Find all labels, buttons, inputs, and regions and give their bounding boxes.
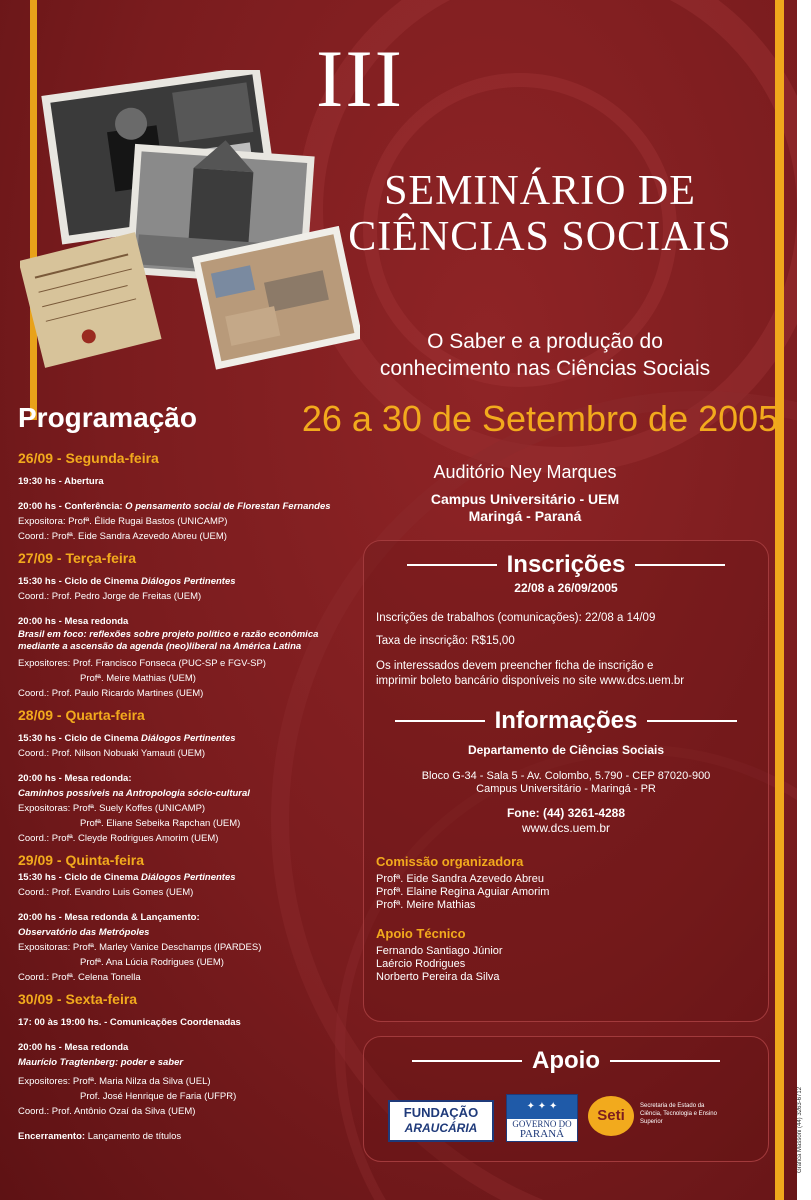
star-icon: ✦ ✦ ✦ [507, 1095, 577, 1119]
venue-name: Auditório Ney Marques [433, 462, 617, 482]
program-line: 20:00 hs - Mesa redonda: [18, 773, 132, 784]
program-line: Maurício Tragtenberg: poder e saber [18, 1057, 184, 1068]
program-heading: Programação [18, 402, 197, 433]
program-line: Expositoras: Profª. Suely Koffes (UNICAMP) [18, 803, 206, 814]
edition-number: III [316, 33, 404, 124]
program-line: 20:00 hs - Mesa redonda & Lançamento: [18, 912, 200, 923]
registration-period: 22/08 a 26/09/2005 [514, 581, 618, 595]
day-heading: 29/09 - Quinta-feira [18, 852, 145, 868]
day-heading: 27/09 - Terça-feira [18, 550, 137, 566]
program-schedule [18, 450, 368, 1144]
program-line: Coord.: Prof. Paulo Ricardo Martines (UEM) [18, 688, 204, 699]
committee-heading: Comissão organizadora [376, 854, 524, 869]
program-line: Coord.: Profª. Cleyde Rodrigues Amorim (UEM) [18, 833, 219, 844]
venue-city: Maringá - Paraná [468, 508, 582, 524]
day-heading: 30/09 - Sexta-feira [18, 991, 138, 1007]
program-line: 15:30 hs - Ciclo de Cinema Diálogos Pertinentes [18, 576, 236, 587]
information-heading: Informações [364, 707, 768, 735]
fundacao-araucaria-logo: FUNDAÇÃO ARAUCÁRIA [388, 1100, 494, 1142]
program-line: 15:30 hs - Ciclo de Cinema Diálogos Pertinentes [18, 733, 236, 744]
program-line: Profª. Meire Mathias (UEM) [80, 673, 196, 684]
program-line: Coord.: Profª. Eide Sandra Azevedo Abreu (UEM) [18, 531, 227, 542]
program-line: Expositores: Profª. Maria Nilza da Silva (UEL) [18, 1076, 211, 1087]
right-accent-band [775, 0, 784, 1200]
day-heading: 26/09 - Segunda-feira [18, 450, 159, 466]
program-line: Prof. José Henrique de Faria (UFPR) [80, 1091, 237, 1102]
program-line: Coord.: Prof. Pedro Jorge de Freitas (UEM) [18, 591, 202, 602]
day-heading: 28/09 - Quarta-feira [18, 707, 145, 723]
program-line: 20:00 hs - Mesa redonda [18, 1042, 129, 1053]
program-line: 20:00 hs - Mesa redonda [18, 616, 129, 627]
department-name: Departamento de Ciências Sociais [467, 743, 665, 757]
program-line: Coord.: Prof. Nilson Nobuaki Yamauti (UEM) [18, 748, 206, 759]
program-line: Profª. Eliane Sebeika Rapchan (UEM) [80, 818, 241, 829]
support-heading: Apoio [364, 1047, 768, 1075]
title-line-2: CIÊNCIAS SOCIAIS [348, 214, 732, 260]
venue-campus: Campus Universitário - UEM [430, 491, 620, 507]
program-line: Expositora: Profª. Élide Rugai Bastos (UNICAMP) [18, 516, 228, 527]
program-line: Coord.: Prof. Evandro Luis Gomes (UEM) [18, 887, 194, 898]
technical-support-heading: Apoio Técnico [376, 926, 466, 941]
program-line: Coord.: Profª. Celena Tonella [18, 972, 141, 983]
registration-fee: Taxa de inscrição: R$15,00 [376, 635, 515, 647]
seti-logo: Seti Secretaria de Estado da Ciência, Tecnologia e Ensino Superior [588, 1096, 716, 1136]
program-line: 19:30 hs - Abertura [18, 476, 104, 487]
program-line: 15:30 hs - Ciclo de Cinema Diálogos Pertinentes [18, 872, 236, 883]
program-line: 20:00 hs - Conferência: O pensamento social de Florestan Fernandes [18, 501, 331, 512]
subtitle-line-2: conhecimento nas Ciências Sociais [379, 357, 711, 380]
program-line: mediante a ascensão da agenda (neo)liberal na América Latina [18, 641, 302, 652]
registration-info: Os interessados devem preencher ficha de inscrição e imprimir boleto bancário disponíveis no site www.dcs.uem.br [376, 660, 685, 687]
committee-list: Profª. Eide Sandra Azevedo Abreu Profª. Elaine Regina Aguiar Amorim Profª. Meire Mathias [376, 873, 550, 911]
program-line: 17: 00 às 19:00 hs. - Comunicações Coordenadas [18, 1017, 241, 1028]
program-line: Brasil em foco: reflexões sobre projeto político e razão econômica [18, 629, 319, 640]
website-link[interactable]: www.dcs.uem.br [521, 821, 611, 835]
program-line: Caminhos possíveis na Antropologia sócio-cultural [18, 788, 250, 799]
subtitle-line-1: O Saber e a produção do [427, 330, 663, 353]
seminar-subtitle [345, 328, 745, 382]
registration-heading: Inscrições [364, 551, 768, 579]
seminar-title [330, 168, 750, 260]
sponsor-logos [388, 1092, 718, 1142]
right-white-band [797, 0, 811, 1200]
phone: Fone: (44) 3261-4288 [506, 806, 626, 820]
printer-credit: Gráfica Massoni (44) 3263-6712 [797, 1086, 803, 1174]
program-line: Coord.: Prof. Antônio Ozaí da Silva (UEM) [18, 1106, 196, 1117]
closing-line: Encerramento: Lançamento de títulos [18, 1131, 182, 1142]
governo-parana-logo: ✦ ✦ ✦ GOVERNO DO PARANÁ [506, 1094, 578, 1142]
event-dates: 26 a 30 de Setembro de 2005 [301, 398, 779, 439]
technical-support-list: Fernando Santiago Júnior Laércio Rodrigues Norberto Pereira da Silva [376, 945, 503, 983]
program-line: Expositores: Prof. Francisco Fonseca (PUC-SP e FGV-SP) [18, 658, 266, 669]
program-line: Profª. Ana Lúcia Rodrigues (UEM) [80, 957, 224, 968]
program-line: Expositoras: Profª. Marley Vanice Deschamps (IPARDES) [18, 942, 262, 953]
info-panel [363, 540, 769, 1022]
venue-block [420, 462, 630, 525]
address: Bloco G-34 - Sala 5 - Av. Colombo, 5.790 - CEP 87020-900 Campus Universitário - Maringá - PR [421, 770, 711, 795]
title-line-1: SEMINÁRIO DE [384, 168, 696, 214]
registration-papers: Inscrições de trabalhos (comunicações): 22/08 a 14/09 [376, 612, 656, 624]
program-line: Observatório das Metrópoles [18, 927, 150, 938]
